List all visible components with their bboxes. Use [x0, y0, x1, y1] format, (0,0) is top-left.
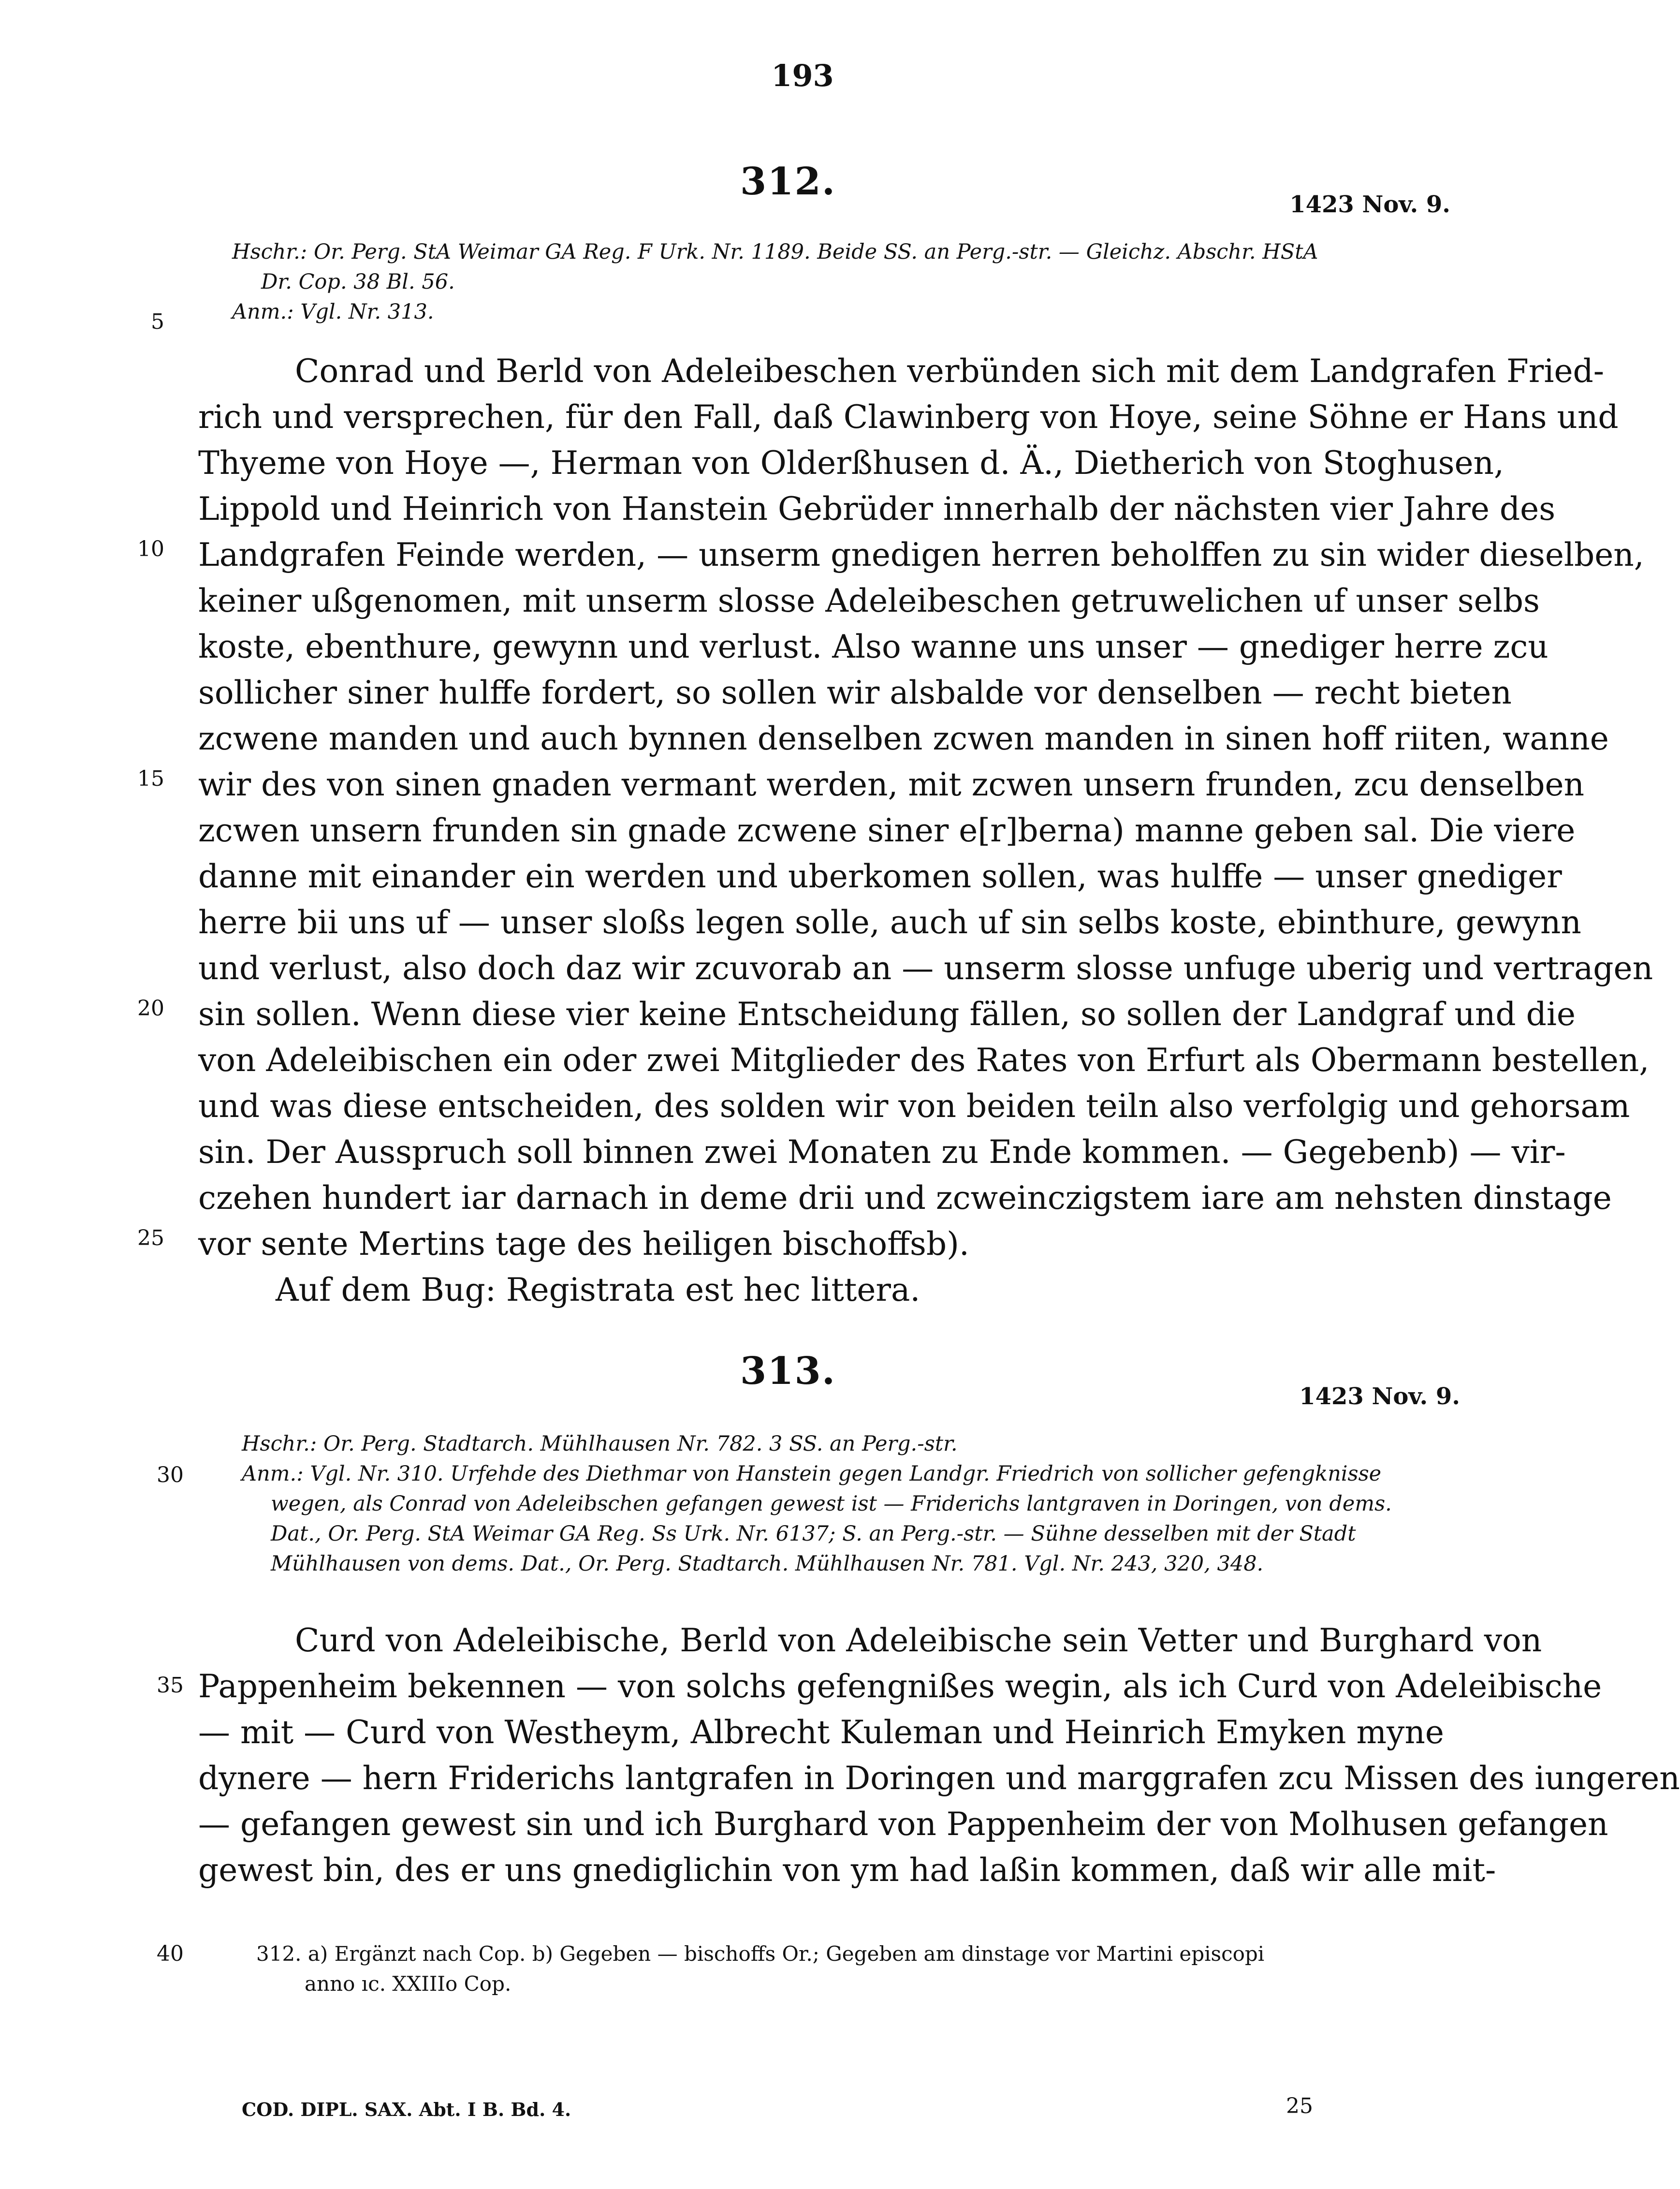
- body-line: Lippold und Heinrich von Hanstein Gebrüder innerhalb der nächsten vier Jahre des: [198, 490, 1556, 528]
- body-line: Curd von Adeleibische, Berld von Adeleibische sein Vetter und Burghard von: [295, 1622, 1542, 1659]
- body-line: Pappenheim bekennen — von solchs gefengnißes wegin, als ich Curd von Adeleibische: [198, 1668, 1602, 1705]
- body-line: zcwen unsern frunden sin gnade zcwene siner e[r]berna) manne geben sal. Die viere: [198, 812, 1576, 849]
- body-line: — gefangen gewest sin und ich Burghard von Pappenheim der von Molhusen gefangen: [198, 1806, 1608, 1843]
- body-line: gewest bin, des er uns gnediglichin von ym had laßin kommen, daß wir alle mit-: [198, 1851, 1496, 1889]
- endorsement-line: Auf dem Bug: Registrata est hec littera.: [276, 1271, 920, 1308]
- body-line: sollicher siner hulffe fordert, so sollen wir alsbalde vor denselben — recht bieten: [198, 674, 1512, 711]
- body-line: — mit — Curd von Westheym, Albrecht Kuleman und Heinrich Emyken myne: [198, 1714, 1444, 1751]
- document-date-313: 1423 Nov. 9.: [1299, 1383, 1460, 1410]
- body-line: koste, ebenthure, gewynn und verlust. Also wanne uns unser — gnediger herre zcu: [198, 628, 1549, 665]
- line-number: 30: [157, 1463, 184, 1487]
- meta-line: Hschr.: Or. Perg. StA Weimar GA Reg. F Urk. Nr. 1189. Beide SS. an Perg.-str. — Gleichz. Abschr. HStA: [232, 240, 1318, 264]
- body-line: dynere — hern Friderichs lantgrafen in Doringen und marggrafen zcu Missen des iungeren: [198, 1760, 1680, 1797]
- body-line: wir des von sinen gnaden vermant werden, mit zcwen unsern frunden, zcu denselben: [198, 766, 1585, 803]
- document-number-313: 313.: [740, 1349, 836, 1393]
- body-line: sin. Der Ausspruch soll binnen zwei Monaten zu Ende kommen. — Gegebenb) — vir-: [198, 1133, 1566, 1171]
- page-number: 193: [771, 58, 834, 93]
- meta-line: Dat., Or. Perg. StA Weimar GA Reg. Ss Urk. Nr. 6137; S. an Perg.-str. — Sühne desselben mit der Stadt: [271, 1522, 1356, 1546]
- body-line: Landgrafen Feinde werden, — unserm gnedigen herren beholffen zu sin wider dieselben,: [198, 536, 1644, 573]
- sheet-number: 25: [1286, 2094, 1313, 2118]
- document-312-metadata: [232, 237, 1450, 327]
- body-line: Thyeme von Hoye —, Herman von Olderßhusen d. Ä., Dietherich von Stoghusen,: [198, 444, 1505, 482]
- meta-line: Mühlhausen von dems. Dat., Or. Perg. Stadtarch. Mühlhausen Nr. 781. Vgl. Nr. 243, 320, 348.: [271, 1552, 1264, 1576]
- meta-line: wegen, als Conrad von Adeleibschen gefangen gewest ist — Friderichs lantgraven in Doringen, von dems.: [271, 1492, 1392, 1516]
- document-date-312: 1423 Nov. 9.: [1289, 191, 1450, 218]
- footnote: [256, 1939, 1465, 1999]
- line-number: 20: [137, 996, 164, 1021]
- body-line: Conrad und Berld von Adeleibeschen verbünden sich mit dem Landgrafen Fried-: [295, 353, 1605, 390]
- line-number: 5: [151, 309, 164, 334]
- meta-line: Hschr.: Or. Perg. Stadtarch. Mühlhausen Nr. 782. 3 SS. an Perg.-str.: [242, 1432, 958, 1456]
- meta-line: Dr. Cop. 38 Bl. 56.: [261, 270, 455, 294]
- body-line: zcwene manden und auch bynnen denselben zcwen manden in sinen hoff riiten, wanne: [198, 720, 1609, 757]
- document-312-body: [198, 348, 1653, 1313]
- meta-line: Anm.: Vgl. Nr. 313.: [232, 300, 434, 324]
- document-313-body: [198, 1617, 1680, 1893]
- line-number: 35: [157, 1673, 184, 1698]
- document-313-metadata: [242, 1429, 1460, 1579]
- footnote-line: anno ıc. XXIIIo Cop.: [305, 1972, 511, 1996]
- line-number: 10: [137, 537, 164, 561]
- body-line: sin sollen. Wenn diese vier keine Entscheidung fällen, so sollen der Landgraf und die: [198, 996, 1576, 1033]
- body-line: keiner ußgenomen, mit unserm slosse Adeleibeschen getruwelichen uf unser selbs: [198, 582, 1540, 619]
- body-line: vor sente Mertins tage des heiligen bischoffsb).: [198, 1225, 969, 1263]
- line-number: 15: [137, 766, 164, 791]
- body-line: herre bii uns uf — unser sloßs legen solle, auch uf sin selbs koste, ebinthure, gewynn: [198, 904, 1581, 941]
- body-line: danne mit einander ein werden und uberkomen sollen, was hulffe — unser gnediger: [198, 858, 1562, 895]
- printer-signature: COD. DIPL. SAX. Abt. I B. Bd. 4.: [242, 2099, 571, 2120]
- footnote-line: 312. a) Ergänzt nach Cop. b) Gegeben — bischoffs Or.; Gegeben am dinstage vor Martini episcopi: [256, 1942, 1265, 1966]
- body-line: und was diese entscheiden, des solden wir von beiden teiln also verfolgig und gehorsam: [198, 1087, 1630, 1125]
- body-line: rich und versprechen, für den Fall, daß Clawinberg von Hoye, seine Söhne er Hans und: [198, 398, 1619, 436]
- body-line: und verlust, also doch daz wir zcuvorab an — unserm slosse unfuge uberig und vertragen: [198, 950, 1653, 987]
- document-number-312: 312.: [740, 160, 836, 204]
- line-number: 40: [157, 1941, 184, 1966]
- body-line: czehen hundert iar darnach in deme drii und zcweinczigstem iare am nehsten dinstage: [198, 1179, 1612, 1217]
- meta-line: Anm.: Vgl. Nr. 310. Urfehde des Diethmar von Hanstein gegen Landgr. Friedrich von sollicher gefengknisse: [242, 1462, 1382, 1486]
- body-line: von Adeleibischen ein oder zwei Mitglieder des Rates von Erfurt als Obermann bestellen,: [198, 1042, 1650, 1079]
- line-number: 25: [137, 1226, 164, 1250]
